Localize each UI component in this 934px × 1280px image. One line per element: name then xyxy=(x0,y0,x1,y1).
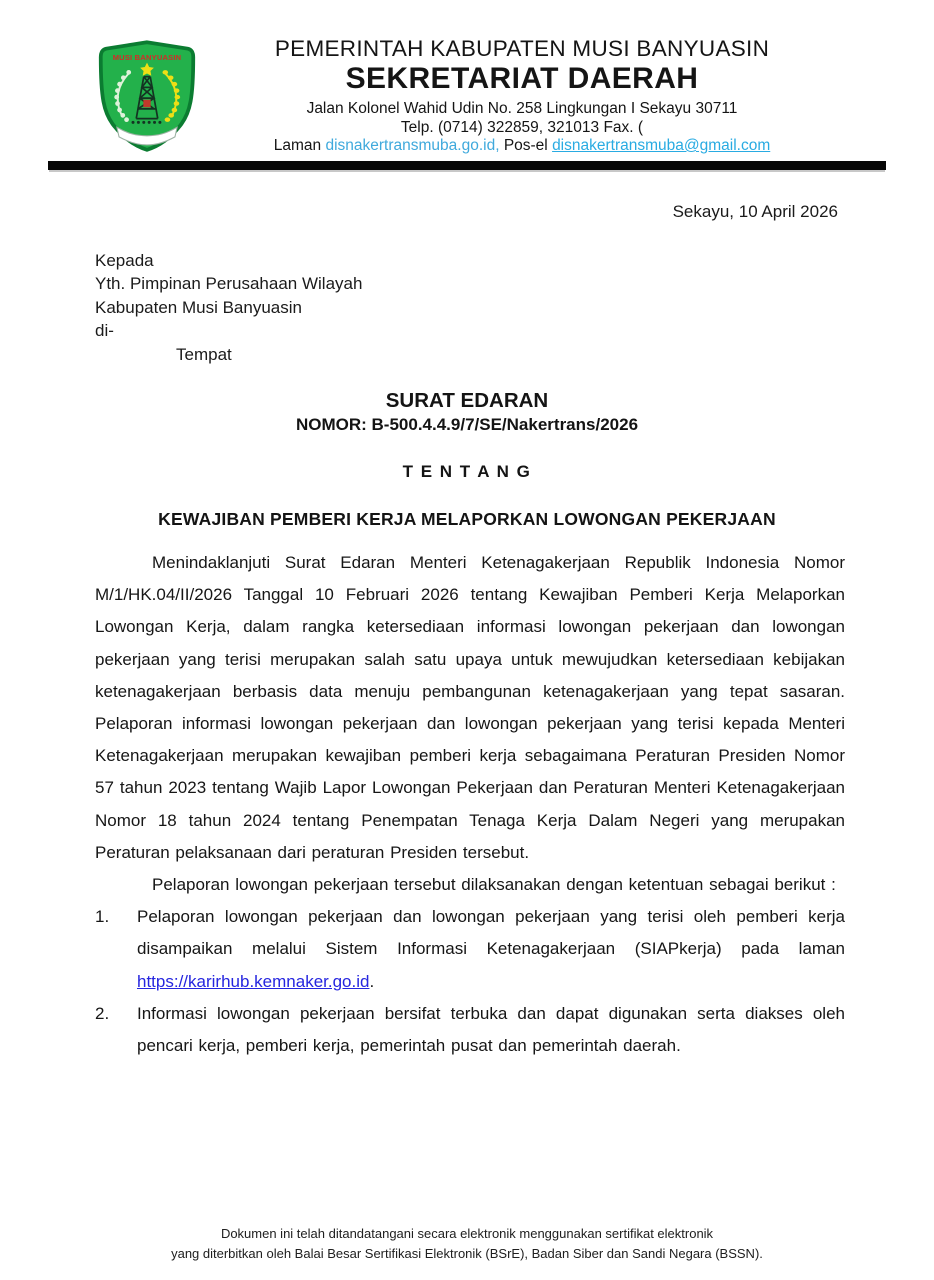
letterhead-department-name: SEKRETARIAT DAERAH xyxy=(345,62,699,95)
list-item-1-number: 1. xyxy=(95,907,110,927)
disclaimer-line-2: yang diterbitkan oleh Balai Besar Sertifikasi Elektronik (BSrE), Badan Siber dan Sandi Negara (BSSN). xyxy=(171,1246,763,1261)
list-item-2-number: 2. xyxy=(95,1003,110,1023)
letterhead-divider xyxy=(48,161,886,170)
website-label: Laman xyxy=(273,137,322,154)
recipient-block xyxy=(95,249,362,366)
recipient-name: Yth. Pimpinan Perusahaan Wilayah xyxy=(95,274,363,294)
list-item-1-segment: Pelaporan lowongan pekerjaan dan lowongan pekerjaan yang terisi oleh pemberi kerja disampaikan melalui Sistem Informasi Ketenagakerjaan (SIAPkerja) pada laman xyxy=(137,907,845,959)
letterhead xyxy=(112,35,932,156)
letter-type-title: SURAT EDARAN xyxy=(385,389,549,412)
tentang-label: T E N T A N G xyxy=(402,462,532,481)
karirhub-link[interactable]: https://karirhub.kemnaker.go.id xyxy=(137,971,370,991)
email-link[interactable]: disnakertransmuba@gmail.com xyxy=(552,137,771,154)
letter-body xyxy=(95,547,845,1062)
recipient-salutation: Kepada xyxy=(95,251,154,270)
letter-number: NOMOR: B-500.4.4.9/7/SE/Nakertrans/2026 xyxy=(295,415,639,434)
recipient-place: Tempat xyxy=(176,344,232,364)
recipient-di: di- xyxy=(95,321,114,341)
list-item-1-text xyxy=(137,901,845,998)
signature-disclaimer xyxy=(0,1224,934,1264)
recipient-region: Kabupaten Musi Banyuasin xyxy=(95,297,302,317)
list-item-1 xyxy=(95,901,845,998)
website-link[interactable]: disnakertransmuba.go.id, xyxy=(325,137,500,154)
list-item-2 xyxy=(95,998,845,1062)
list-item-1-after: . xyxy=(369,971,375,991)
logo-banner-text: MUSI BANYUASIN xyxy=(112,52,182,62)
email-label: Pos-el xyxy=(503,137,548,154)
letter-title-block xyxy=(0,389,934,530)
list-item-2-text: Informasi lowongan pekerjaan bersifat terbuka dan dapat digunakan serta diakses oleh pencari kerja, pemberi kerja, pemerintah pusat dan pemerintah daerah. xyxy=(137,1003,845,1056)
disclaimer-line-1: Dokumen ini telah ditandatangani secara elektronik menggunakan sertifikat elektronik xyxy=(220,1226,714,1241)
letterhead-address: Jalan Kolonel Wahid Udin No. 258 Lingkungan I Sekayu 30711 xyxy=(306,100,738,117)
letterhead-phone: Telp. (0714) 322859, 321013 Fax. ( xyxy=(400,118,644,136)
paragraph-2: Pelaporan lowongan pekerjaan tersebut dilaksanakan dengan ketentuan sebagai berikut : xyxy=(152,875,836,895)
letter-subject: KEWAJIBAN PEMBERI KERJA MELAPORKAN LOWONGAN PEKERJAAN xyxy=(158,509,776,529)
paragraph-1: Menindaklanjuti Surat Edaran Menteri Ketenagakerjaan Republik Indonesia Nomor M/1/HK.04/II/2026 Tanggal 10 Februari 2026 tentang Kewajiban Pemberi Kerja Melaporkan Lowongan Kerja, dalam rangka ketersediaan informasi lowongan pekerjaan dan lowongan pekerjaan yang terisi merupakan salah satu upaya untuk mewujudkan ketersediaan kebijakan ketenagakerjaan berbasis data menuju pembangunan ketenagakerjaan yang tepat sasaran. Pelaporan informasi lowongan pekerjaan dan lowongan pekerjaan yang terisi kepada Menteri Ketenagakerjaan merupakan kewajiban pemberi kerja sebagaimana Peraturan Presiden Nomor 57 tahun 2023 tentang Wajib Lapor Lowongan Pekerjaan dan Peraturan Menteri Ketenagakerjaan Nomor 18 tahun 2024 tentang Penempatan Tenaga Kerja Dalam Negeri yang merupakan Peraturan pelaksanaan dari peraturan Presiden tersebut. xyxy=(95,553,845,862)
letterhead-web-line xyxy=(112,137,932,156)
date-place-line: Sekayu, 10 April 2026 xyxy=(672,202,838,221)
letterhead-government-name: PEMERINTAH KABUPATEN MUSI BANYUASIN xyxy=(274,36,770,61)
